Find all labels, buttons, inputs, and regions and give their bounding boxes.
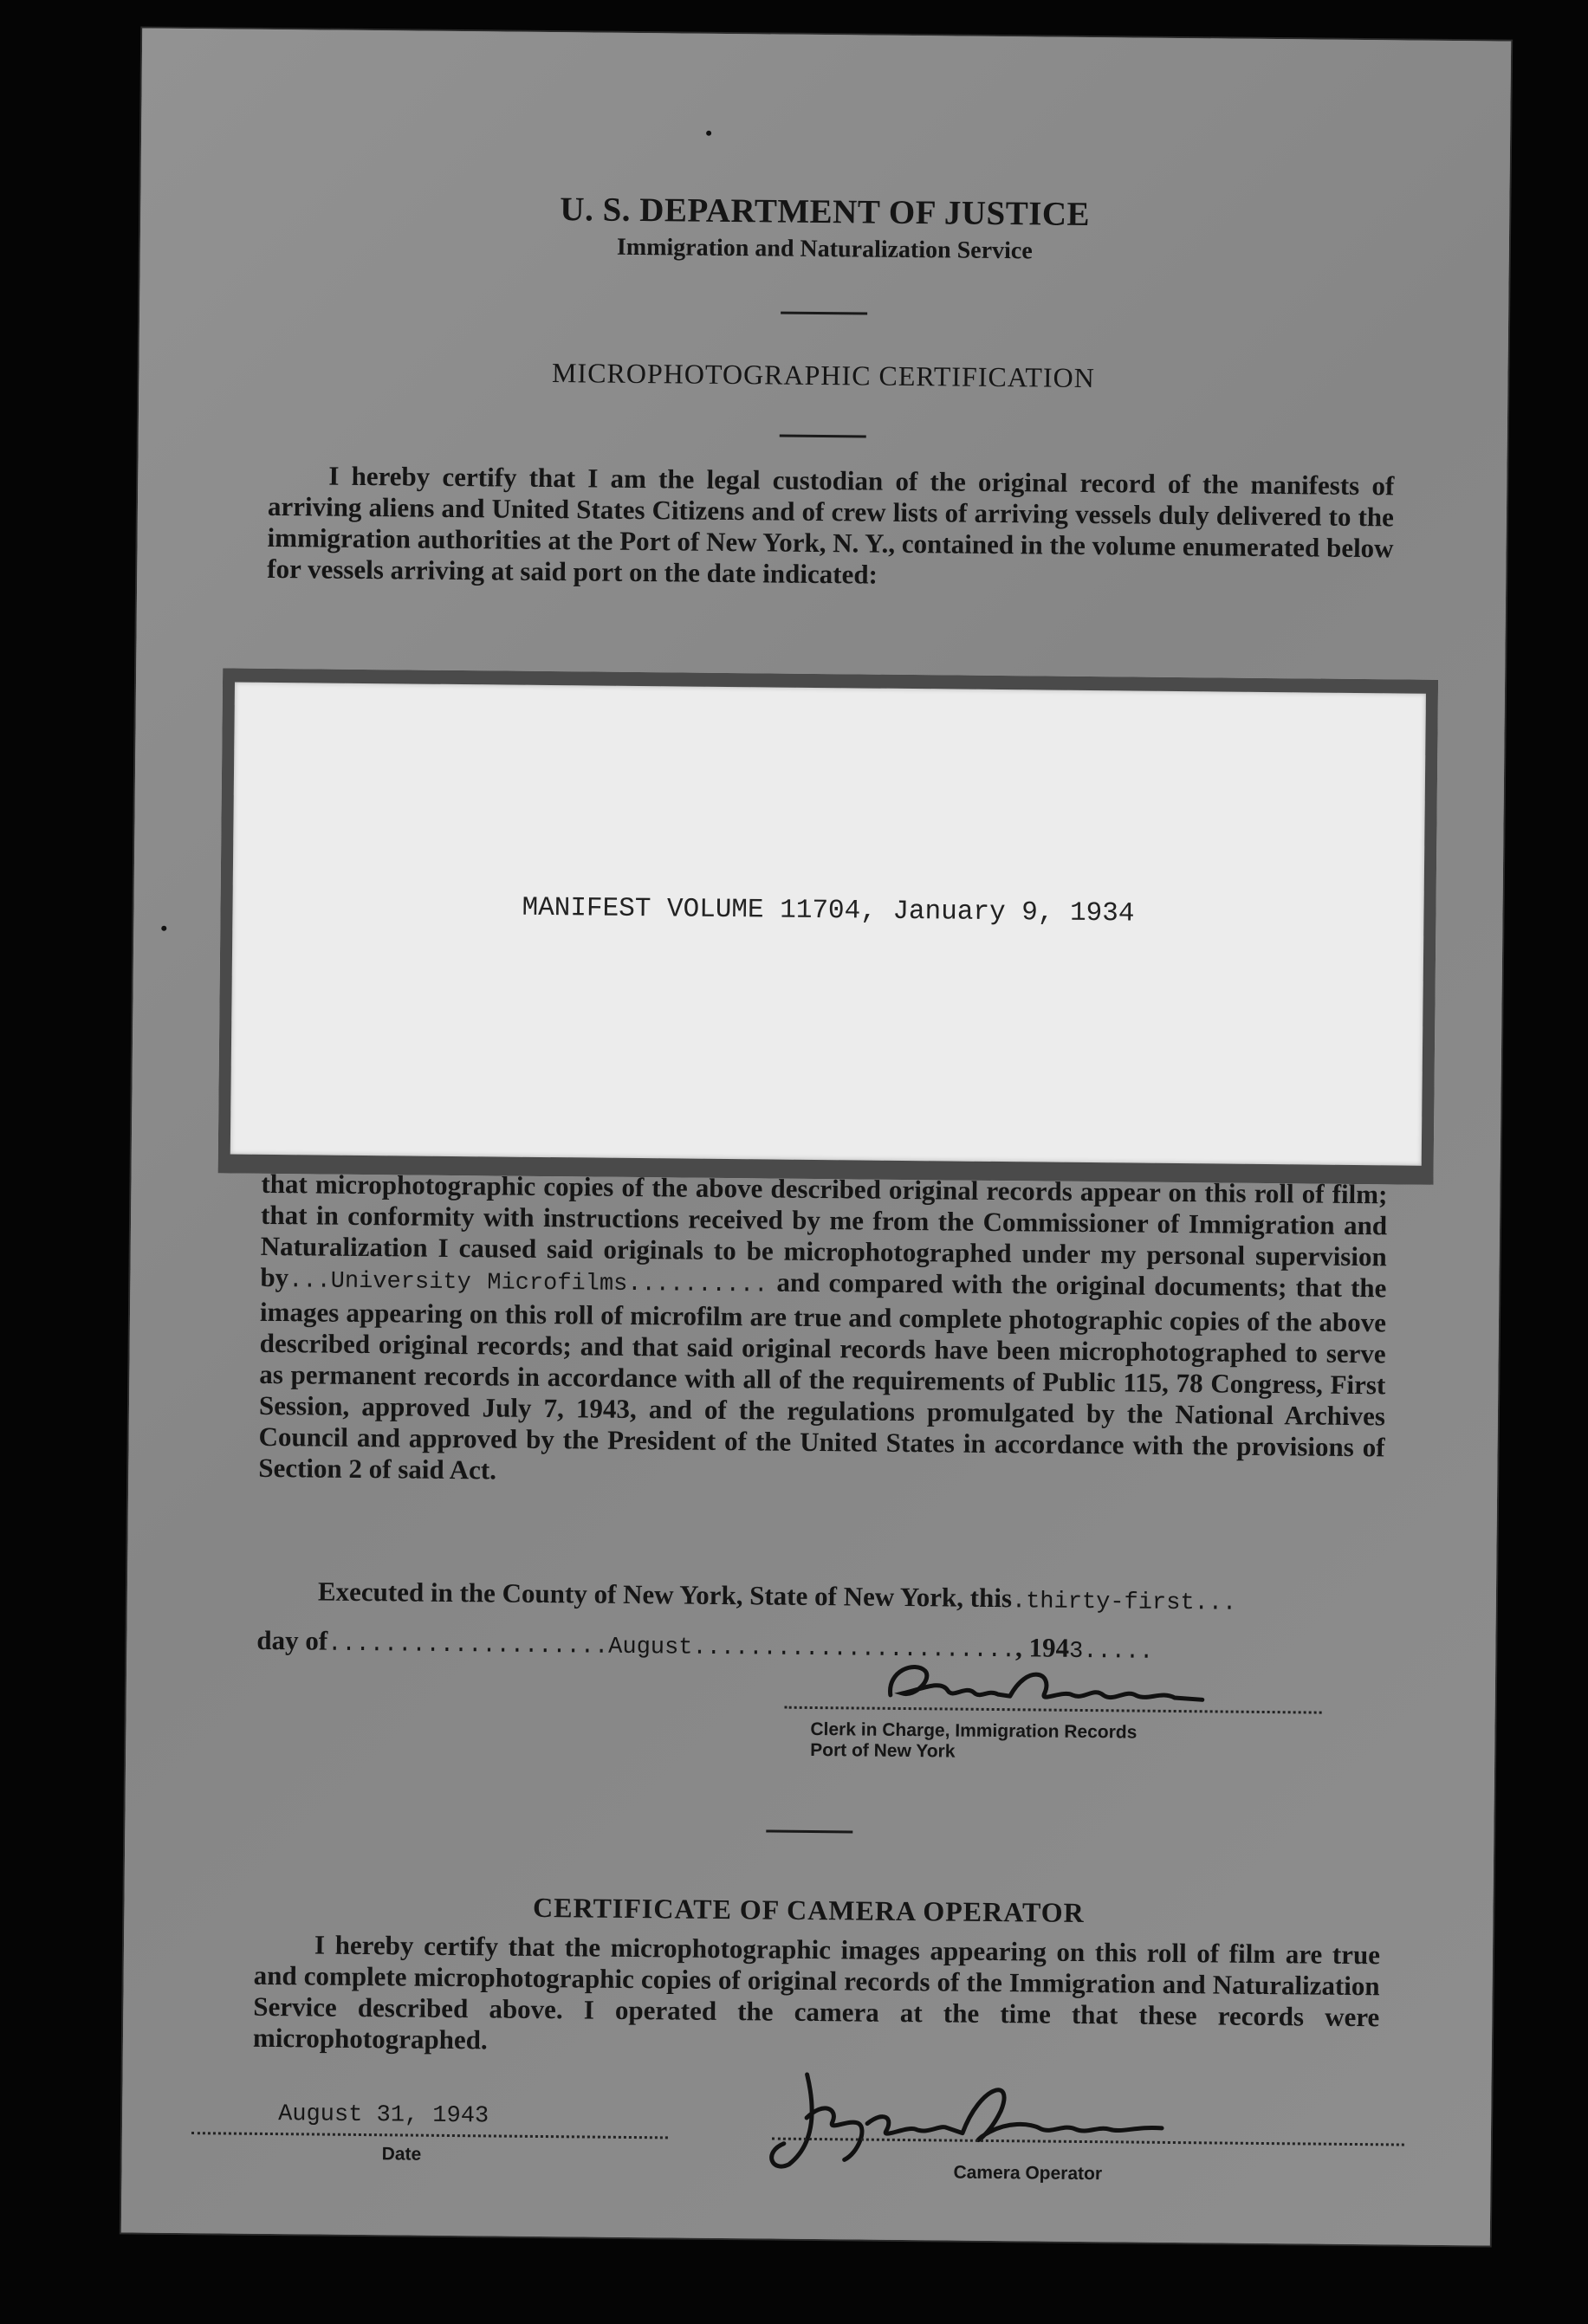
camera-operator-label: Camera Operator xyxy=(953,2162,1103,2185)
camera-operator-paragraph: I hereby certify that the microphotographic images appearing on this roll of film are true and complete microphotographic copies of original records of the Immigration and Naturalization Service described above. I operated the camera at the time that these records were microphotographed. xyxy=(252,1929,1381,2055)
executed-text: Executed in the County of New York, State of New York, this xyxy=(317,1576,1013,1614)
day-of-label: day of xyxy=(256,1624,328,1656)
certificate-date-value: August 31, 1943 xyxy=(277,2101,489,2130)
divider-rule xyxy=(780,435,866,438)
certificate-page xyxy=(121,28,1511,2245)
filled-dots: . xyxy=(1011,1589,1027,1615)
department-heading: U. S. DEPARTMENT OF JUSTICE xyxy=(560,191,1091,233)
filled-dots: ... xyxy=(1194,1590,1237,1617)
executed-month-value: August xyxy=(608,1634,693,1661)
microfilm-paragraph xyxy=(258,1168,1387,1494)
filled-dots: .......... xyxy=(627,1271,768,1299)
year-prefix: , 194 xyxy=(1014,1632,1070,1663)
executed-line xyxy=(257,1576,1384,1621)
divider-rule xyxy=(766,1829,852,1833)
microfilm-company-name: University Microfilms xyxy=(330,1268,628,1298)
manifest-label-card xyxy=(218,668,1439,1184)
certification-title: MICROPHOTOGRAPHIC CERTIFICATION xyxy=(551,357,1095,394)
microfilm-paragraph-start: that microphotographic copies of the above described original records appear on this roll of film; that in conformity with instructions received by me from the Commissioner of Immigration and Naturalization I caused said originals to be microphotographed under my personal supervision by xyxy=(260,1168,1388,1293)
microfilm-paragraph-end: and compared with the original documents; that the images appearing on this roll of microfilm are true and complete photographic copies of the above described original records; and that said original records have been microphotographed to serve as permanent records in accordance with all of the requirements of Public 115, 78 Congress, First Session, approved July 7, 1943, and of the regulations promulgated by the National Archives Council and approved by the President of the United States in accordance with the provisions of Section 2 of said Act. xyxy=(258,1266,1387,1486)
filled-dots: ..... xyxy=(1083,1638,1154,1666)
manifest-volume-text: MANIFEST VOLUME 11704, January 9, 1934 xyxy=(522,892,1135,929)
filled-dots: ... xyxy=(288,1268,331,1295)
clerk-caption xyxy=(810,1719,1137,1764)
filled-dots: .................... xyxy=(327,1631,609,1660)
film-speck xyxy=(161,926,166,931)
clerk-title: Clerk in Charge, Immigration Records xyxy=(810,1719,1138,1743)
filled-dots: ....................... xyxy=(692,1635,1016,1665)
custodian-paragraph: I hereby certify that I am the legal custodian of the original record of the manifests of arriving aliens and United States Citizens and of crew lists of arriving vessels duly delivered to the immigration authorities at the Port of New York, N. Y., contained in the volume enumerated below for vessels arriving at said port on the date indicated: xyxy=(267,460,1395,590)
date-line xyxy=(191,2132,668,2139)
clerk-location: Port of New York xyxy=(810,1739,956,1762)
executed-day-value: thirty-first xyxy=(1026,1589,1195,1617)
date-label: Date xyxy=(381,2144,422,2165)
service-subheading: Immigration and Naturalization Service xyxy=(616,233,1033,265)
camera-operator-title: CERTIFICATE OF CAMERA OPERATOR xyxy=(532,1891,1085,1929)
divider-rule xyxy=(781,312,867,315)
film-speck xyxy=(706,131,711,136)
year-digit: 3 xyxy=(1068,1638,1084,1665)
